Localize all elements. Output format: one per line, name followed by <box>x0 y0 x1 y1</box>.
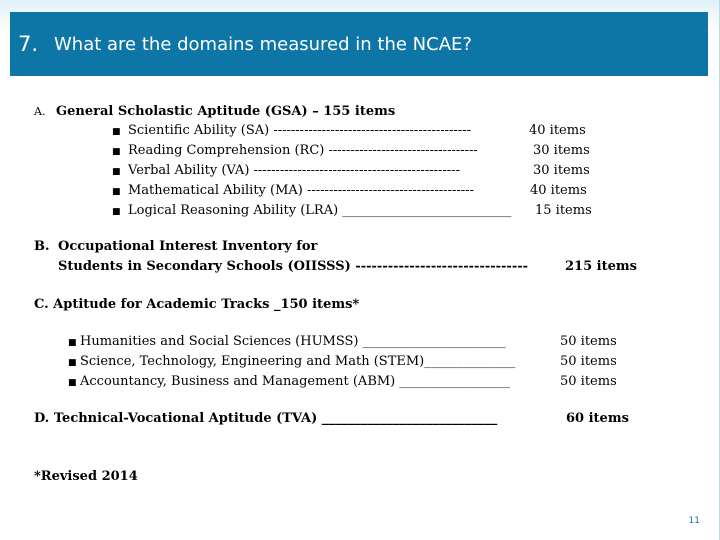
tva-count: 60 items <box>566 411 629 426</box>
oiisss-heading-line1: Occupational Interest Inventory for <box>58 239 318 254</box>
slide-number: 7. <box>18 32 39 56</box>
academic-item-abm-count: 50 items <box>560 374 617 389</box>
oiisss-heading-line2: Students in Secondary Schools (OIISSS) -------------------------------- <box>58 259 529 274</box>
tva-heading: D. Technical-Vocational Aptitude (TVA) ___________________________ <box>34 411 498 426</box>
bullet-icon: ■ <box>112 167 121 177</box>
academic-heading: C. Aptitude for Academic Tracks _150 items* <box>34 297 360 312</box>
oiisss-count: 215 items <box>565 259 637 274</box>
oiisss-letter: B. <box>34 239 50 254</box>
page-number: 11 <box>688 516 700 526</box>
revision-note: *Revised 2014 <box>34 469 138 484</box>
gsa-item-ma: Mathematical Ability (MA) -------------------------------------- <box>128 183 474 198</box>
academic-item-stem-count: 50 items <box>560 354 617 369</box>
academic-item-stem: Science, Technology, Engineering and Math (STEM)______________ <box>80 354 516 369</box>
slide-title: What are the domains measured in the NCAE? <box>54 33 472 55</box>
bullet-icon: ■ <box>112 187 121 197</box>
bullet-icon: ■ <box>112 207 121 217</box>
gsa-letter: A. <box>34 105 46 118</box>
gsa-heading: General Scholastic Aptitude (GSA) – 155 items <box>56 104 396 119</box>
bullet-icon: ■ <box>68 378 77 388</box>
bullet-icon: ■ <box>68 358 77 368</box>
gsa-item-rc: Reading Comprehension (RC) ---------------------------------- <box>128 143 478 158</box>
gsa-item-va-count: 30 items <box>533 163 590 178</box>
academic-item-abm: Accountancy, Business and Management (ABM) _________________ <box>80 374 510 389</box>
gsa-item-rc-count: 30 items <box>533 143 590 158</box>
title-bar <box>10 12 708 76</box>
academic-item-humss: Humanities and Social Sciences (HUMSS) ______________________ <box>80 334 506 349</box>
gsa-item-va: Verbal Ability (VA) ----------------------------------------------- <box>128 163 460 178</box>
gsa-item-lra: Logical Reasoning Ability (LRA) __________________________ <box>128 203 512 218</box>
gsa-item-lra-count: 15 items <box>535 203 592 218</box>
gsa-item-sa-count: 40 items <box>529 123 586 138</box>
bullet-icon: ■ <box>112 147 121 157</box>
gsa-item-sa: Scientific Ability (SA) --------------------------------------------- <box>128 123 471 138</box>
gsa-item-ma-count: 40 items <box>530 183 587 198</box>
bullet-icon: ■ <box>68 338 77 348</box>
academic-item-humss-count: 50 items <box>560 334 617 349</box>
bullet-icon: ■ <box>112 127 121 137</box>
